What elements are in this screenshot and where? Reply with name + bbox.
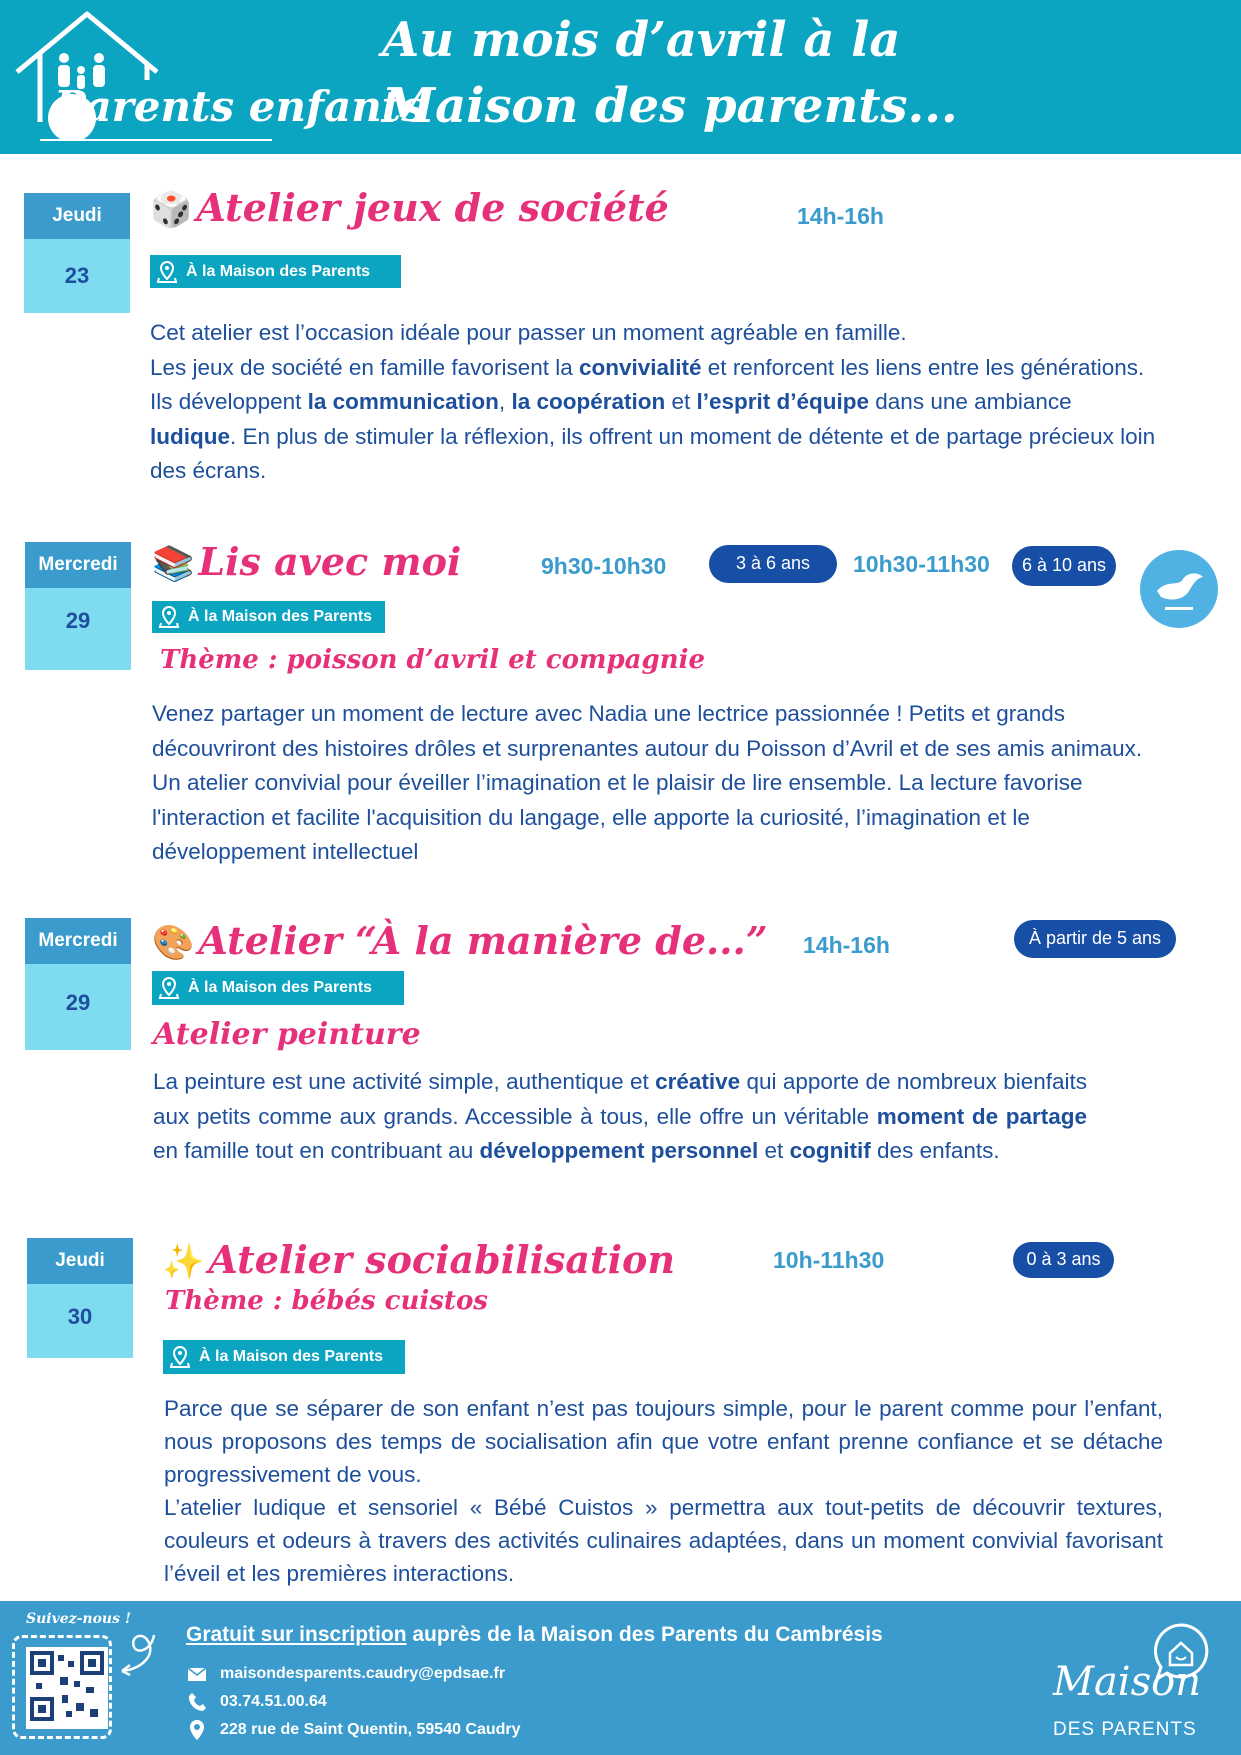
email-link[interactable]: maisondesparents.caudry@epdsae.fr — [220, 1665, 506, 1682]
map-pin-icon — [189, 1719, 205, 1741]
event-description: La peinture est une activité simple, authentique et créative qui apporte de nombreux bienfaits aux petits comme aux grands. Accessible à tous, elle offre un véritable moment de partage en famille tout en contribuant au développement personnel et cognitif des enfants. — [153, 1069, 1088, 1163]
event-time: 14h-16h — [803, 932, 890, 958]
follow-us-label: Suivez-nous ! — [26, 1611, 132, 1627]
sparkles-icon: ✨ — [162, 1242, 205, 1282]
phone-icon — [188, 1692, 206, 1712]
header-banner — [0, 0, 1241, 154]
location-badge — [152, 971, 404, 1005]
location-text: À la Maison des Parents — [186, 262, 371, 280]
signup-line: Gratuit sur inscription auprès de la Maison des Parents du Cambrésis — [186, 1623, 883, 1646]
event-description: Venez partager un moment de lecture avec Nadia une lectrice passionnée ! Petits et grands découvriront des histoires drôles et surprenantes autour du Poisson d’Avril et de ses amis animaux. Un atelier convivial pour éveiller l’imagination et le plaisir de lire ensemble. La lecture favorise l'interaction et facilite l'acquisition du langage, elle apporte la curiosité, l’imagination et le développement intellectuel — [152, 701, 1143, 864]
event-title-text: Atelier “À la manière de...” — [198, 918, 768, 963]
brand-name: Maison — [1053, 1659, 1201, 1705]
date-badge — [25, 918, 131, 1050]
location-badge — [152, 601, 385, 633]
location-pin-icon — [158, 605, 180, 629]
page-title-line1: Au mois d’avril à la — [382, 12, 901, 68]
location-text: À la Maison des Parents — [188, 979, 373, 996]
arrow-swirl-icon — [112, 1621, 160, 1681]
event-time-slot-1: 9h30-10h30 — [541, 553, 667, 579]
event-time: 10h-11h30 — [773, 1247, 885, 1273]
address-line — [186, 1719, 521, 1741]
dice-icon: 🎲 — [150, 190, 193, 230]
date-badge — [25, 542, 131, 670]
event-description: Parce que se séparer de son enfant n’est pas toujours simple, pour le parent comme pour l’enfant, nous proposons des temps de socialisation afin que votre enfant prenne confiance et se détache progressivement de vous. L’atelier ludique et sensoriel « Bébé Cuistos » permettra aux tout-petits de découvrir textures, couleurs et odeurs à travers des activités culinaires adaptées, dans un moment convivial favorisant l’éveil et les premières interactions. — [164, 1396, 1163, 1586]
palette-icon: 🎨 — [152, 923, 195, 963]
date-number: 23 — [24, 239, 130, 313]
location-text: À la Maison des Parents — [199, 1348, 384, 1365]
event-subtitle: Atelier peinture — [153, 1017, 421, 1052]
event-description: Cet atelier est l’occasion idéale pour passer un moment agréable en famille. Les jeux de société en famille favorisent la convivialité et renforcent les liens entre les générations. Ils développent la communication, la coopération et l’esprit d’équipe dans une ambiance ludique. En plus de stimuler la réflexion, ils offrent un moment de détente et de partage précieux loin des écrans. — [150, 320, 1156, 483]
address-text: 228 rue de Saint Quentin, 59540 Caudry — [220, 1721, 521, 1738]
date-day: Mercredi — [25, 542, 131, 588]
age-badge: 0 à 3 ans — [1013, 1242, 1114, 1278]
logo-underline — [40, 139, 272, 141]
event-time-slot-2: 10h30-11h30 — [853, 551, 990, 577]
event-title — [150, 184, 669, 234]
date-number: 29 — [25, 588, 131, 670]
page-title-line2: Maison des parents... — [382, 78, 958, 134]
date-number: 30 — [27, 1284, 133, 1358]
qr-code-icon[interactable] — [26, 1647, 108, 1729]
phone-line — [186, 1692, 327, 1712]
date-day: Mercredi — [25, 918, 131, 964]
books-icon: 📚 — [152, 544, 195, 584]
event-title — [162, 1236, 675, 1286]
date-day: Jeudi — [24, 193, 130, 239]
email-line — [186, 1665, 505, 1683]
age-badge: À partir de 5 ans — [1014, 920, 1176, 958]
age-badge: 6 à 10 ans — [1012, 546, 1116, 586]
event-title — [152, 538, 461, 588]
age-badge: 3 à 6 ans — [709, 545, 837, 583]
date-badge — [24, 193, 130, 313]
logo-text: Parents enfants — [54, 82, 425, 131]
signup-link[interactable]: Gratuit sur inscription — [186, 1623, 407, 1646]
event-title-text: Atelier jeux de société — [196, 185, 669, 230]
event-theme: Thème : poisson d’avril et compagnie — [160, 645, 706, 675]
date-number: 29 — [25, 964, 131, 1050]
location-badge — [150, 255, 401, 288]
date-badge — [27, 1238, 133, 1358]
location-badge — [163, 1340, 405, 1374]
phone-number[interactable]: 03.74.51.00.64 — [220, 1693, 327, 1710]
location-pin-icon — [156, 260, 178, 284]
lis-avec-moi-logo-icon — [1139, 549, 1219, 629]
event-time: 14h-16h — [797, 203, 884, 229]
location-pin-icon — [158, 976, 180, 1000]
date-day: Jeudi — [27, 1238, 133, 1284]
event-theme: Thème : bébés cuistos — [165, 1286, 488, 1316]
footer — [0, 1601, 1241, 1755]
envelope-icon — [187, 1667, 207, 1682]
event-title-text: Lis avec moi — [198, 539, 462, 584]
event-title-text: Atelier sociabilisation — [208, 1237, 675, 1282]
brand-subtitle: DES PARENTS — [1053, 1719, 1197, 1740]
location-text: À la Maison des Parents — [188, 608, 373, 625]
location-pin-icon — [169, 1345, 191, 1369]
event-title — [152, 917, 768, 967]
